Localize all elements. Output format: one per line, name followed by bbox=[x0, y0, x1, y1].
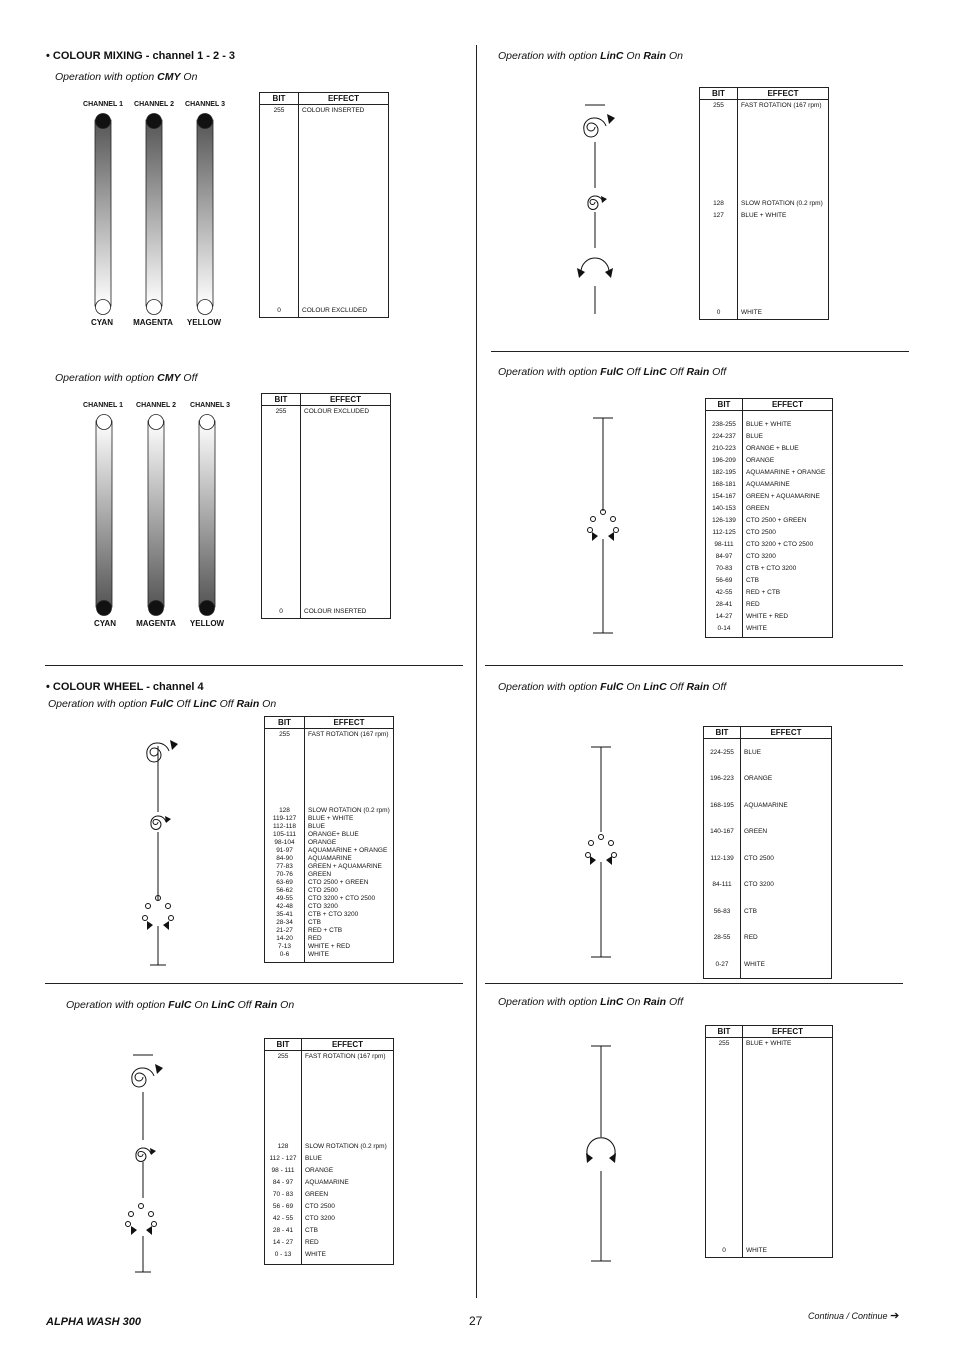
effect-cell: WHITE bbox=[305, 951, 394, 959]
effect-cell: CTO 3200 + CTO 2500 bbox=[743, 539, 833, 551]
col-effect: EFFECT bbox=[302, 1039, 394, 1051]
col-effect: EFFECT bbox=[743, 1026, 833, 1038]
effect-cell: AQUAMARINE bbox=[741, 793, 832, 820]
bit-cell: 196-209 bbox=[706, 455, 743, 467]
bit-cell: 182-195 bbox=[706, 467, 743, 479]
table-row bbox=[704, 819, 832, 846]
effect-cell: CTO 2500 + GREEN bbox=[743, 515, 833, 527]
rotation-diagram-r2 bbox=[585, 415, 625, 637]
table-row bbox=[706, 539, 833, 551]
bit-effect-table-r2 bbox=[705, 398, 833, 638]
bit-cell: 56 - 69 bbox=[265, 1201, 302, 1213]
bit-cell: 112-118 bbox=[265, 823, 305, 831]
page-number: 27 bbox=[469, 1314, 483, 1328]
bit-cell: 0 - 13 bbox=[265, 1249, 302, 1261]
effect-cell: CTO 3200 bbox=[743, 551, 833, 563]
bit-cell: 224-237 bbox=[706, 431, 743, 443]
effect-cell: WHITE bbox=[302, 1249, 394, 1261]
table-row bbox=[265, 1063, 394, 1141]
yellow-label: YELLOW bbox=[186, 318, 222, 327]
table-row bbox=[706, 455, 833, 467]
bit-cell: 98-104 bbox=[265, 839, 305, 847]
bit-effect-table-r4 bbox=[705, 1025, 833, 1258]
bit-cell: 35-41 bbox=[265, 911, 305, 919]
effect-cell: ORANGE bbox=[743, 455, 833, 467]
effect-cell: BLUE + WHITE bbox=[743, 419, 833, 431]
table-row bbox=[706, 623, 833, 635]
table-row bbox=[265, 1213, 394, 1225]
table-row bbox=[265, 903, 394, 911]
cyan-label: CYAN bbox=[91, 318, 113, 327]
effect-cell: AQUAMARINE bbox=[305, 855, 394, 863]
rotation-diagram-w1 bbox=[140, 728, 180, 968]
rotation-diagram-r4 bbox=[583, 1043, 623, 1265]
table-row bbox=[265, 1201, 394, 1213]
col-effect: EFFECT bbox=[301, 394, 391, 406]
bit-cell: 84-90 bbox=[265, 855, 305, 863]
section-heading-colour-mixing: • COLOUR MIXING - channel 1 - 2 - 3 bbox=[46, 50, 236, 62]
table-row bbox=[265, 1177, 394, 1189]
table-row bbox=[704, 925, 832, 952]
op-label-w2: Operation with option FulC On LinC Off Rain On bbox=[66, 999, 295, 1011]
table-row bbox=[265, 951, 394, 959]
divider bbox=[45, 665, 463, 666]
table-row: 255 COLOUR INSERTED bbox=[260, 105, 389, 118]
product-name: ALPHA WASH 300 bbox=[46, 1316, 141, 1328]
bit-cell: 210-223 bbox=[706, 443, 743, 455]
bit-cell: 112 - 127 bbox=[265, 1153, 302, 1165]
cmy-on-channel-bars-graphic bbox=[85, 110, 220, 318]
effect-cell: RED + CTB bbox=[305, 927, 394, 935]
bit-cell: 14-27 bbox=[706, 611, 743, 623]
bit-cell: 70 - 83 bbox=[265, 1189, 302, 1201]
table-row bbox=[265, 847, 394, 855]
effect-cell: BLUE + WHITE bbox=[305, 815, 394, 823]
table-row: 0 COLOUR EXCLUDED bbox=[260, 305, 389, 318]
bit-cell: 126-139 bbox=[706, 515, 743, 527]
table-row bbox=[265, 871, 394, 879]
effect-cell: RED bbox=[305, 935, 394, 943]
table-row bbox=[704, 872, 832, 899]
effect-cell: ORANGE + BLUE bbox=[743, 443, 833, 455]
effect-cell: CTB + CTO 3200 bbox=[305, 911, 394, 919]
effect-cell: AQUAMARINE + ORANGE bbox=[743, 467, 833, 479]
divider bbox=[45, 983, 463, 984]
channel-2-label: CHANNEL 2 bbox=[134, 101, 174, 108]
table-row bbox=[265, 911, 394, 919]
bit-cell: 140-153 bbox=[706, 503, 743, 515]
table-row bbox=[706, 563, 833, 575]
op-label-r3: Operation with option FulC On LinC Off Rain Off bbox=[498, 681, 727, 693]
channel-3-label: CHANNEL 3 bbox=[190, 402, 230, 409]
effect-cell: GREEN + AQUAMARINE bbox=[305, 863, 394, 871]
channel-1-label: CHANNEL 1 bbox=[83, 101, 123, 108]
effect-cell: CTO 3200 bbox=[302, 1213, 394, 1225]
table-row bbox=[700, 112, 829, 198]
table-row bbox=[265, 919, 394, 927]
bit-cell: 168-195 bbox=[704, 793, 741, 820]
table-row bbox=[704, 899, 832, 926]
table-row bbox=[704, 952, 832, 979]
table-row: 255 COLOUR EXCLUDED bbox=[262, 406, 391, 419]
effect-cell: SLOW ROTATION (0.2 rpm) bbox=[302, 1141, 394, 1153]
effect-cell: ORANGE bbox=[741, 766, 832, 793]
rotation-diagram-r3 bbox=[583, 744, 623, 959]
bit-cell: 14 - 27 bbox=[265, 1237, 302, 1249]
table-row: 255 BLUE + WHITE bbox=[706, 1038, 833, 1051]
effect-cell: ORANGE bbox=[302, 1165, 394, 1177]
bit-cell: 112-139 bbox=[704, 846, 741, 873]
col-bit: BIT bbox=[265, 717, 305, 729]
bit-cell: 84-111 bbox=[704, 872, 741, 899]
effect-cell: GREEN bbox=[741, 819, 832, 846]
bit-cell: 28 - 41 bbox=[265, 1225, 302, 1237]
table-row bbox=[706, 1050, 833, 1245]
bit-cell: 168-181 bbox=[706, 479, 743, 491]
bit-cell: 70-83 bbox=[706, 563, 743, 575]
table-row bbox=[265, 807, 394, 815]
effect-cell: RED bbox=[302, 1237, 394, 1249]
bit-cell: 98-111 bbox=[706, 539, 743, 551]
col-bit: BIT bbox=[706, 399, 743, 411]
col-effect: EFFECT bbox=[299, 93, 389, 105]
magenta-label: MAGENTA bbox=[136, 619, 176, 628]
table-row bbox=[265, 1141, 394, 1153]
table-row bbox=[706, 611, 833, 623]
cmy-off-channel-bars-graphic bbox=[86, 411, 226, 619]
effect-cell: WHITE bbox=[741, 952, 832, 979]
table-row bbox=[265, 1225, 394, 1237]
col-bit: BIT bbox=[262, 394, 301, 406]
table-row bbox=[265, 943, 394, 951]
op-label-r4: Operation with option LinC On Rain Off bbox=[498, 996, 684, 1008]
op-label-cmy-off: Operation with option CMY Off bbox=[55, 372, 198, 384]
bit-cell: 56-62 bbox=[265, 887, 305, 895]
effect-cell: CTO 2500 bbox=[305, 887, 394, 895]
rotation-diagram-r1 bbox=[575, 100, 620, 315]
effect-cell: AQUAMARINE bbox=[743, 479, 833, 491]
effect-cell: CTB bbox=[305, 919, 394, 927]
col-effect: EFFECT bbox=[305, 717, 394, 729]
table-row: 255 FAST ROTATION (167 rpm) bbox=[265, 729, 394, 742]
bit-cell: 70-76 bbox=[265, 871, 305, 879]
bit-cell: 196-223 bbox=[704, 766, 741, 793]
bit-cell: 14-20 bbox=[265, 935, 305, 943]
effect-cell: CTO 3200 bbox=[305, 903, 394, 911]
bit-cell: 84 - 97 bbox=[265, 1177, 302, 1189]
table-row: 0 COLOUR INSERTED bbox=[262, 606, 391, 619]
bit-effect-table-r1 bbox=[699, 87, 829, 320]
effect-cell: RED + CTB bbox=[743, 587, 833, 599]
effect-cell: WHITE + RED bbox=[743, 611, 833, 623]
col-effect: EFFECT bbox=[743, 399, 833, 411]
effect-cell: GREEN bbox=[302, 1189, 394, 1201]
table-row bbox=[265, 1165, 394, 1177]
effect-cell: BLUE bbox=[743, 431, 833, 443]
table-row: 255 FAST ROTATION (167 rpm) bbox=[265, 1051, 394, 1064]
bit-cell: 112-125 bbox=[706, 527, 743, 539]
rotation-diagram-w2 bbox=[125, 1050, 165, 1275]
table-row bbox=[706, 599, 833, 611]
bit-effect-table-cmy-off bbox=[261, 393, 391, 619]
effect-cell: BLUE bbox=[305, 823, 394, 831]
bit-cell: 49-55 bbox=[265, 895, 305, 903]
op-label-r1: Operation with option LinC On Rain On bbox=[498, 50, 684, 62]
col-bit: BIT bbox=[700, 88, 738, 100]
table-row bbox=[706, 431, 833, 443]
table-row bbox=[265, 895, 394, 903]
channel-2-label: CHANNEL 2 bbox=[136, 402, 176, 409]
effect-cell: BLUE bbox=[302, 1153, 394, 1165]
col-effect: EFFECT bbox=[741, 727, 832, 739]
bit-cell: 0-27 bbox=[704, 952, 741, 979]
table-row bbox=[706, 503, 833, 515]
effect-cell: GREEN bbox=[305, 871, 394, 879]
table-row bbox=[706, 575, 833, 587]
bit-cell: 128 bbox=[265, 807, 305, 815]
bit-cell: 42 - 55 bbox=[265, 1213, 302, 1225]
bit-cell: 63-69 bbox=[265, 879, 305, 887]
table-row bbox=[265, 823, 394, 831]
table-row bbox=[706, 491, 833, 503]
effect-cell: CTB bbox=[302, 1225, 394, 1237]
effect-cell: CTB bbox=[743, 575, 833, 587]
effect-cell: RED bbox=[741, 925, 832, 952]
table-row bbox=[706, 515, 833, 527]
table-row: 0 WHITE bbox=[700, 307, 829, 320]
bit-cell: 119-127 bbox=[265, 815, 305, 823]
table-row: 255 FAST ROTATION (167 rpm) bbox=[700, 100, 829, 113]
bit-effect-table-r3 bbox=[703, 726, 832, 979]
center-divider bbox=[476, 45, 477, 1298]
table-row: 127 BLUE + WHITE bbox=[700, 210, 829, 222]
bit-cell: 140-167 bbox=[704, 819, 741, 846]
yellow-label: YELLOW bbox=[189, 619, 225, 628]
table-row bbox=[706, 467, 833, 479]
table-row: 0 WHITE bbox=[706, 1245, 833, 1258]
table-row bbox=[265, 1153, 394, 1165]
table-row bbox=[260, 117, 389, 305]
table-row bbox=[704, 793, 832, 820]
effect-cell: CTO 2500 bbox=[741, 846, 832, 873]
table-row bbox=[265, 1249, 394, 1261]
table-row bbox=[706, 419, 833, 431]
bit-cell: 77-83 bbox=[265, 863, 305, 871]
table-row bbox=[265, 831, 394, 839]
table-row bbox=[706, 479, 833, 491]
bit-cell: 105-111 bbox=[265, 831, 305, 839]
bit-effect-table-wheel-2 bbox=[264, 1038, 394, 1265]
effect-cell: BLUE bbox=[741, 740, 832, 767]
effect-cell: CTO 2500 bbox=[743, 527, 833, 539]
table-row bbox=[265, 927, 394, 935]
effect-cell: CTB + CTO 3200 bbox=[743, 563, 833, 575]
table-row bbox=[265, 839, 394, 847]
effect-cell: CTO 3200 + CTO 2500 bbox=[305, 895, 394, 903]
bit-cell: 56-83 bbox=[704, 899, 741, 926]
effect-cell: CTO 2500 bbox=[302, 1201, 394, 1213]
col-bit: BIT bbox=[260, 93, 299, 105]
section-heading-colour-wheel: • COLOUR WHEEL - channel 4 bbox=[46, 681, 204, 693]
bit-cell: 84-97 bbox=[706, 551, 743, 563]
bit-cell: 98 - 111 bbox=[265, 1165, 302, 1177]
table-row bbox=[262, 418, 391, 606]
effect-cell: ORANGE bbox=[305, 839, 394, 847]
bit-cell: 21-27 bbox=[265, 927, 305, 935]
bit-cell: 0-6 bbox=[265, 951, 305, 959]
table-row bbox=[265, 1237, 394, 1249]
bit-effect-table-cmy-on bbox=[259, 92, 389, 318]
bit-cell: 28-41 bbox=[706, 599, 743, 611]
op-label-cmy-on: Operation with option CMY On bbox=[55, 71, 198, 83]
op-label-r2: Operation with option FulC Off LinC Off Rain Off bbox=[498, 366, 727, 378]
effect-cell: SLOW ROTATION (0.2 rpm) bbox=[305, 807, 394, 815]
effect-cell: AQUAMARINE bbox=[302, 1177, 394, 1189]
effect-cell: AQUAMARINE + ORANGE bbox=[305, 847, 394, 855]
col-bit: BIT bbox=[706, 1026, 743, 1038]
effect-cell: GREEN bbox=[743, 503, 833, 515]
bit-cell: 56-69 bbox=[706, 575, 743, 587]
bit-cell: 91-97 bbox=[265, 847, 305, 855]
effect-cell: CTO 3200 bbox=[741, 872, 832, 899]
table-row bbox=[706, 551, 833, 563]
op-label-w1: Operation with option FulC Off LinC Off Rain On bbox=[48, 698, 277, 710]
table-row bbox=[706, 587, 833, 599]
table-row bbox=[706, 527, 833, 539]
table-row bbox=[700, 222, 829, 307]
continue-label: Continua / Continue ➔ bbox=[808, 1310, 900, 1322]
arrow-right-icon: ➔ bbox=[890, 1310, 900, 1322]
table-row bbox=[265, 855, 394, 863]
effect-cell: WHITE bbox=[743, 623, 833, 635]
effect-cell: WHITE + RED bbox=[305, 943, 394, 951]
effect-cell: GREEN + AQUAMARINE bbox=[743, 491, 833, 503]
table-row bbox=[265, 887, 394, 895]
table-row bbox=[265, 935, 394, 943]
bit-cell: 238-255 bbox=[706, 419, 743, 431]
effect-cell: CTB bbox=[741, 899, 832, 926]
bit-cell: 224-255 bbox=[704, 740, 741, 767]
table-row bbox=[704, 766, 832, 793]
bit-cell: 28-34 bbox=[265, 919, 305, 927]
col-effect: EFFECT bbox=[738, 88, 829, 100]
channel-1-label: CHANNEL 1 bbox=[83, 402, 123, 409]
channel-3-label: CHANNEL 3 bbox=[185, 101, 225, 108]
table-row bbox=[704, 846, 832, 873]
effect-cell: ORANGE+ BLUE bbox=[305, 831, 394, 839]
table-row bbox=[704, 740, 832, 767]
table-row bbox=[265, 1189, 394, 1201]
effect-cell: CTO 2500 + GREEN bbox=[305, 879, 394, 887]
bit-cell: 7-13 bbox=[265, 943, 305, 951]
bit-cell: 42-55 bbox=[706, 587, 743, 599]
table-row bbox=[265, 863, 394, 871]
bit-cell: 128 bbox=[265, 1141, 302, 1153]
bit-cell: 0-14 bbox=[706, 623, 743, 635]
cyan-label: CYAN bbox=[94, 619, 116, 628]
table-row: 128 SLOW ROTATION (0.2 rpm) bbox=[700, 198, 829, 210]
bit-cell: 28-55 bbox=[704, 925, 741, 952]
table-row bbox=[706, 443, 833, 455]
table-row bbox=[265, 815, 394, 823]
table-row bbox=[265, 879, 394, 887]
magenta-label: MAGENTA bbox=[133, 318, 173, 327]
table-row bbox=[265, 741, 394, 807]
col-bit: BIT bbox=[704, 727, 741, 739]
bit-cell: 154-167 bbox=[706, 491, 743, 503]
bit-cell: 42-48 bbox=[265, 903, 305, 911]
divider bbox=[485, 665, 903, 666]
effect-cell: RED bbox=[743, 599, 833, 611]
bit-effect-table-wheel-1 bbox=[264, 716, 394, 963]
col-bit: BIT bbox=[265, 1039, 302, 1051]
divider bbox=[491, 351, 909, 352]
divider bbox=[485, 983, 903, 984]
